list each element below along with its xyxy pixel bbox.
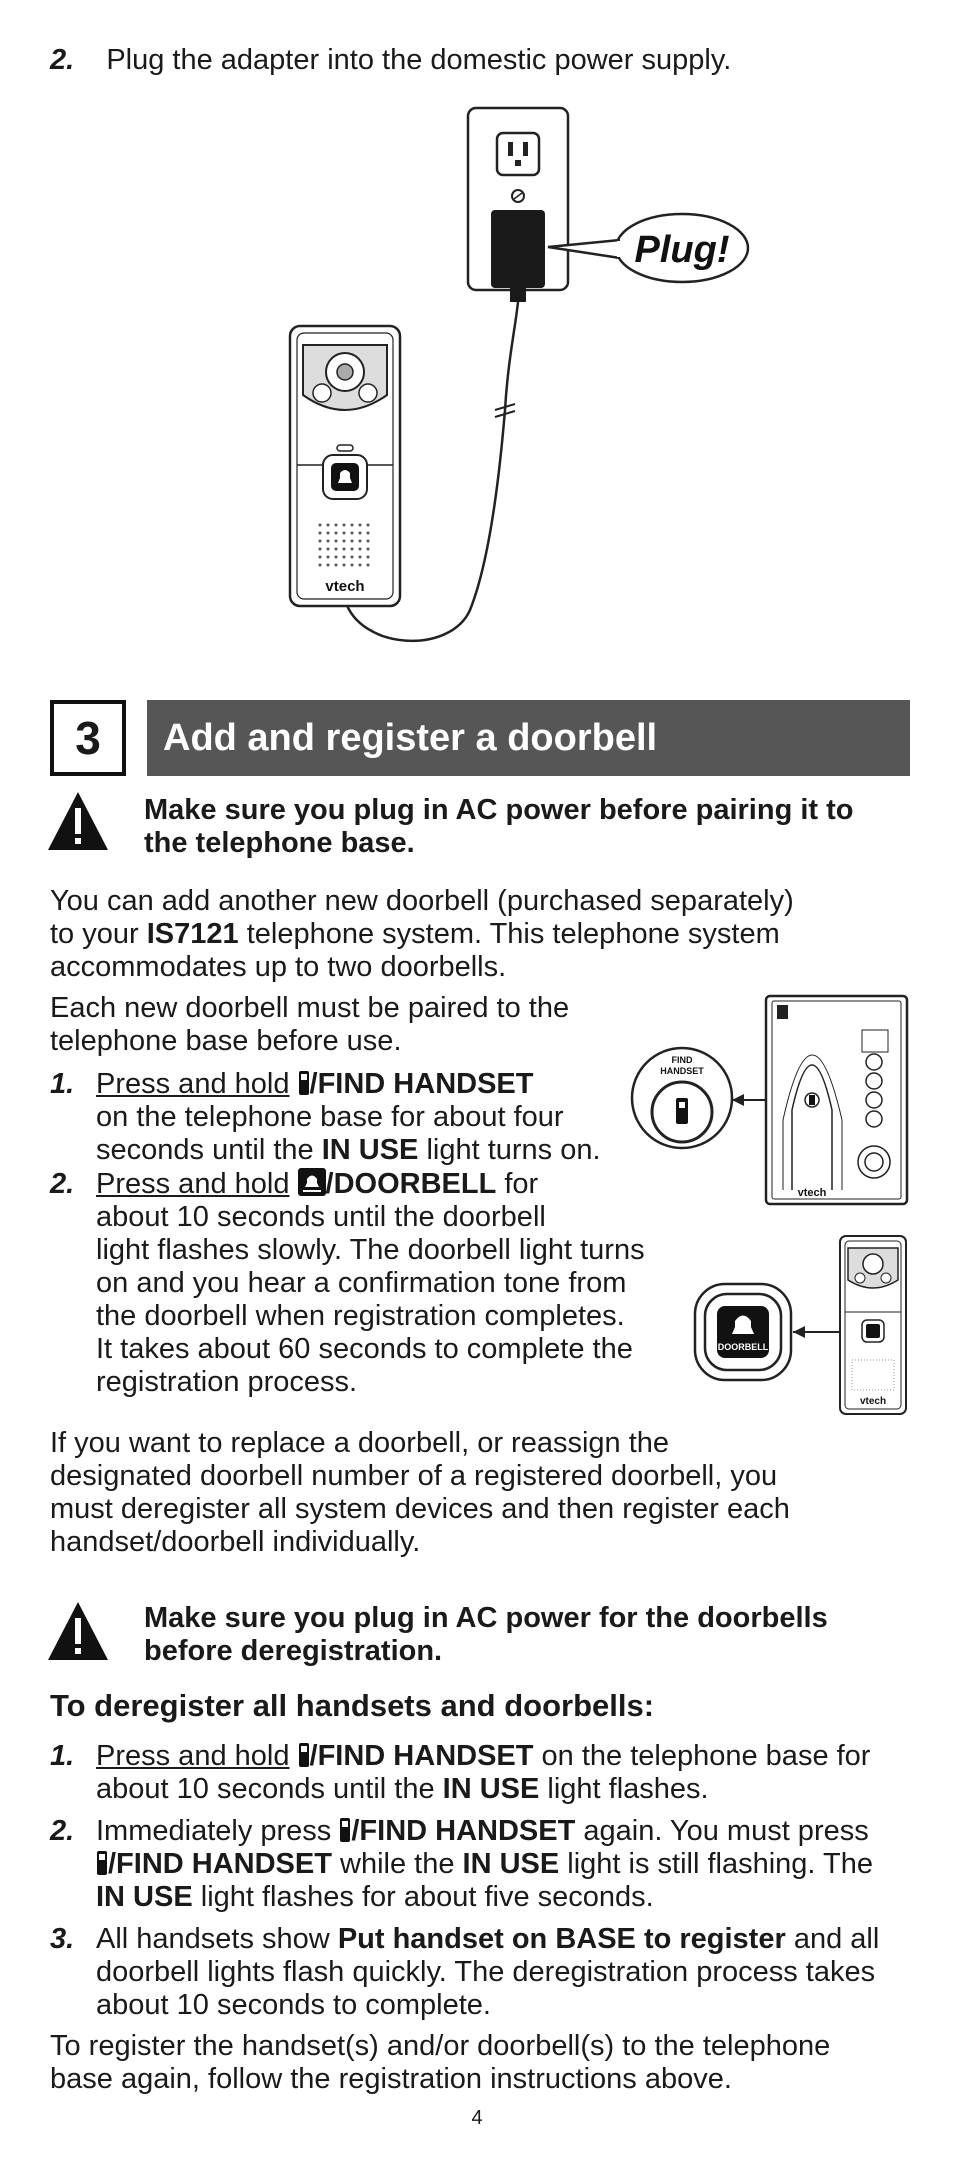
base-brand-logo: vtech [797,1187,827,1199]
deregister-step-3-number: 3. [50,1923,75,1955]
section-title: Add and register a doorbell [147,700,910,776]
intro-paragraph: You can add another new doorbell (purchased separately) to your IS7121 telephone system. This telephone system accommodates up to two doorbells. [50,885,794,983]
doorbell-bell-icon [298,1168,326,1196]
plug-callout-label: Plug! [634,229,730,271]
deregister-step-2-number: 2. [50,1815,75,1847]
doorbell-adapter-figure [270,100,770,660]
register-step-1-text: Press and hold /FIND HANDSET on the telephone base for about four seconds until the IN USE light turns on. [96,1068,601,1166]
model-number: IS7121 [146,918,239,950]
handset-icon [96,1850,108,1876]
deregister-step-2: Immediately press /FIND HANDSET again. You must press /FIND HANDSET while the IN USE light is still flashing. The IN USE light flashes for about five seconds. [96,1815,873,1913]
handset-icon [339,1817,351,1843]
replace-doorbell-paragraph: If you want to replace a doorbell, or reassign the designated doorbell number of a registered doorbell, you must deregister all system devices and then register each handset/doorbell individually. [50,1427,790,1558]
register-step-2 [50,1168,74,1201]
doorbell-brand-logo: vtech [325,578,365,595]
doorbell-zoom-label: DOORBELL [717,1342,769,1352]
page-number: 4 [471,2107,483,2129]
warning-triangle-icon [46,1600,110,1664]
warning-pair-ac-power: Make sure you plug in AC power before pairing it to the telephone base. [144,794,854,859]
find-label-line1: FIND [671,1055,693,1065]
register-step-2-text: Press and hold /DOORBELL for about 10 seconds until the doorbell light flashes slowly. The doorbell light turns on and you hear a confirmation tone from the doorbell when registration completes. It takes about 60 seconds to complete the registration process. [96,1168,645,1398]
find-label-line2: HANDSET [660,1066,704,1076]
handset-icon [298,1070,310,1096]
small-doorbell-brand: vtech [859,1396,887,1407]
section-number-box: 3 [50,700,126,776]
step-text: Plug the adapter into the domestic power supply. [106,44,732,76]
warning-triangle-icon [46,790,110,854]
step-number: 2. [50,1168,75,1200]
doorbell-button-figure [690,1230,910,1420]
pairing-paragraph: Each new doorbell must be paired to the telephone base before use. [50,992,570,1057]
step-number: 1. [50,1068,75,1100]
step-number: 2. [50,44,75,76]
deregister-heading: To deregister all handsets and doorbells: [50,1688,655,1723]
telephone-base-figure [628,990,910,1210]
deregister-step-3: All handsets show Put handset on BASE to register and all doorbell lights flash quickly. The deregistration process takes about 10 seconds to complete. [96,1923,880,2021]
register-step-1 [50,1068,74,1101]
intro-step [50,44,731,77]
deregister-step-1: Press and hold /FIND HANDSET on the telephone base for about 10 seconds until the IN USE light flashes. [96,1740,871,1805]
warning-deregister-ac-power: Make sure you plug in AC power for the doorbells before deregistration. [144,1602,828,1667]
reregister-paragraph: To register the handset(s) and/or doorbell(s) to the telephone base again, follow the registration instructions above. [50,2030,831,2095]
deregister-step-1-number: 1. [50,1740,75,1772]
handset-icon [298,1742,310,1768]
